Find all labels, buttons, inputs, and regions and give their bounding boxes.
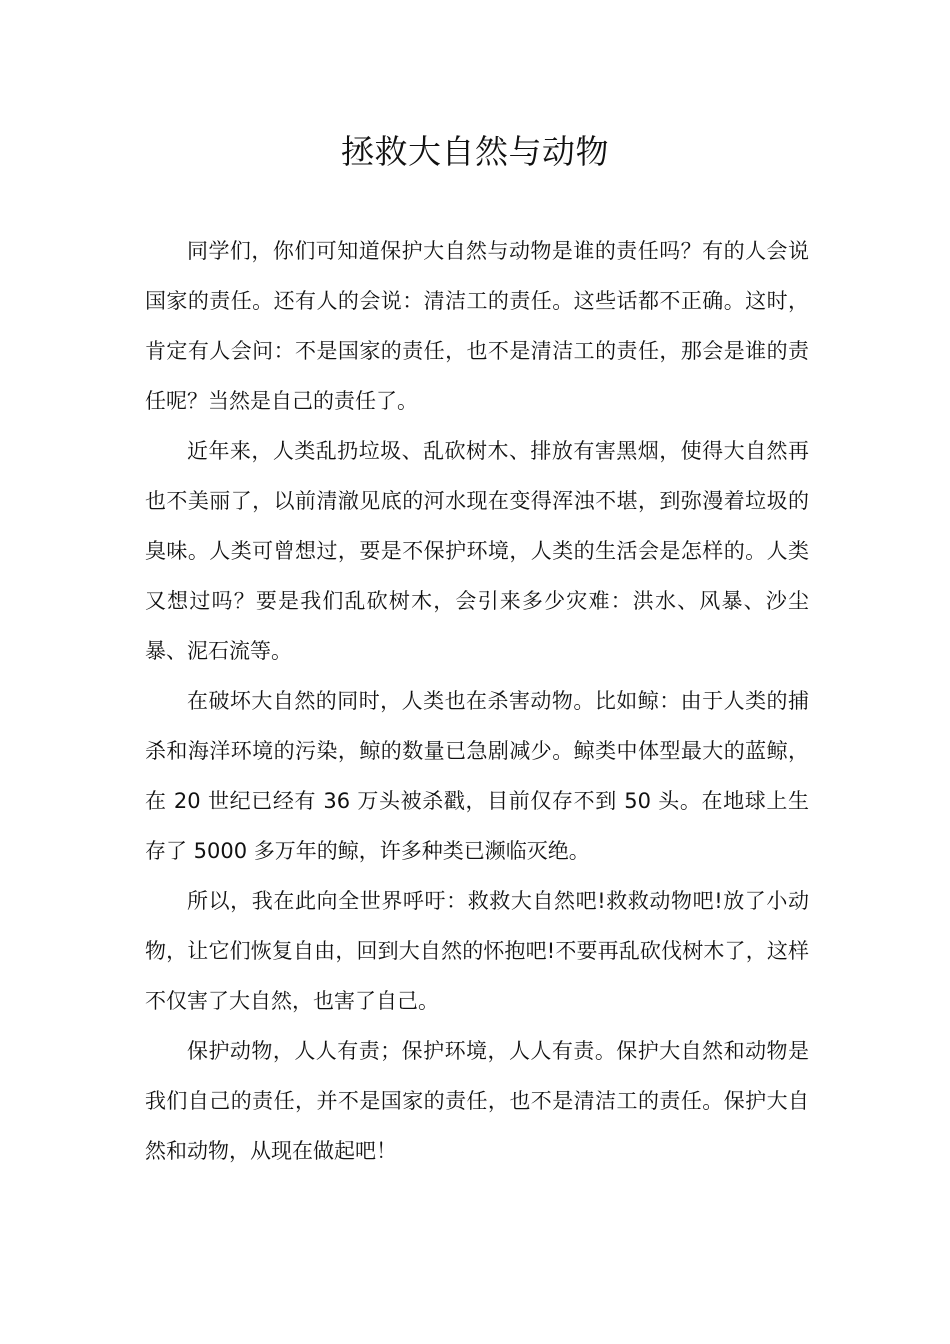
document-title: 拯救大自然与动物 — [341, 132, 609, 171]
document-body — [145, 226, 809, 1176]
paragraph: 在破坏大自然的同时，人类也在杀害动物。比如鲸：由于人类的捕杀和海洋环境的污染，鲸的数量已急剧减少。鲸类中体型最大的蓝鲸，在 20 世纪已经有 36 万头被杀戳，目前仅存不到 50 头。在地球上生存了 5000 多万年的鲸，许多种类已濒临灭绝。 — [145, 689, 809, 863]
paragraph: 近年来，人类乱扔垃圾、乱砍树木、排放有害黑烟，使得大自然再也不美丽了，以前清澈见底的河水现在变得浑浊不堪，到弥漫着垃圾的臭味。人类可曾想过，要是不保护环境，人类的生活会是怎样的。人类又想过吗？要是我们乱砍树木，会引来多少灾难：洪水、风暴、沙尘暴、泥石流等。 — [145, 439, 809, 663]
paragraph: 同学们，你们可知道保护大自然与动物是谁的责任吗？有的人会说国家的责任。还有人的会说：清洁工的责任。这些话都不正确。这时，肯定有人会问：不是国家的责任，也不是清洁工的责任，那会是谁的责任呢？当然是自己的责任了。 — [145, 239, 809, 413]
paragraph: 保护动物，人人有责；保护环境，人人有责。保护大自然和动物是我们自己的责任，并不是国家的责任，也不是清洁工的责任。保护大自然和动物，从现在做起吧！ — [145, 1039, 809, 1163]
paragraph: 所以，我在此向全世界呼吁：救救大自然吧!救救动物吧!放了小动物，让它们恢复自由，回到大自然的怀抱吧!不要再乱砍伐树木了，这样不仅害了大自然，也害了自己。 — [145, 889, 809, 1013]
